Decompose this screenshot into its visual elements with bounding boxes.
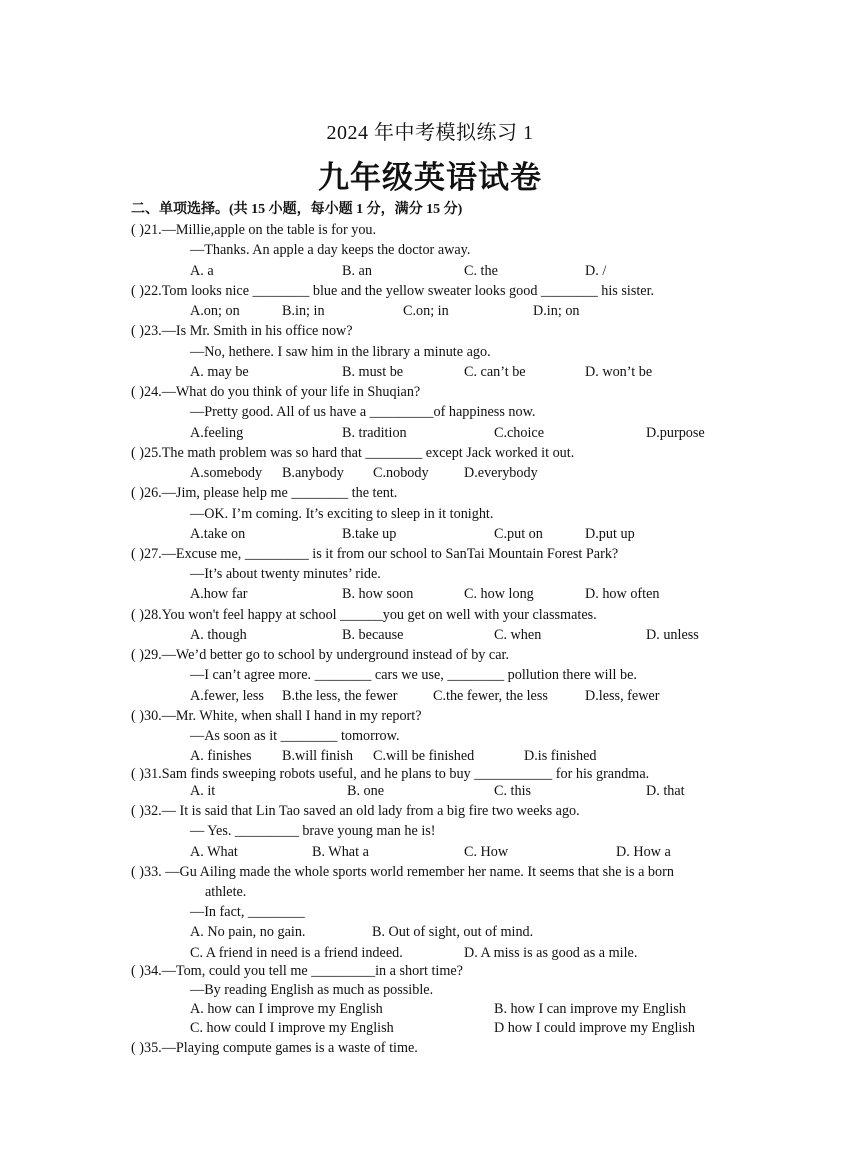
option-b: B. how soon bbox=[342, 586, 414, 602]
question-stem: ( )28.You won't feel happy at school ______you get on well with your classmates. bbox=[131, 607, 597, 623]
question-stem: ( )33. —Gu Ailing made the whole sports world remember her name. It seems that she is a born bbox=[131, 864, 674, 880]
question-stem: ( )27.—Excuse me, _________ is it from our school to SanTai Mountain Forest Park? bbox=[131, 546, 619, 562]
option-a: A. may be bbox=[190, 364, 249, 380]
question-stem: ( )23.—Is Mr. Smith in his office now? bbox=[131, 323, 353, 339]
option-d: D. how often bbox=[585, 586, 660, 602]
option-d: D.is finished bbox=[524, 748, 597, 764]
option-d: D.less, fewer bbox=[585, 688, 660, 704]
option-d: D. How a bbox=[616, 844, 671, 860]
option-b: B.the less, the fewer bbox=[282, 688, 398, 704]
option-b: B. tradition bbox=[342, 425, 407, 441]
question-stem: ( )34.—Tom, could you tell me _________in a short time? bbox=[131, 963, 463, 979]
option-b: B. an bbox=[342, 263, 372, 279]
option-b: B. how I can improve my English bbox=[494, 1001, 686, 1017]
question-line: —Pretty good. All of us have a _________of happiness now. bbox=[190, 404, 536, 420]
option-c: C.on; in bbox=[403, 303, 449, 319]
question-line: — Yes. _________ brave young man he is! bbox=[190, 823, 436, 839]
option-b: B.in; in bbox=[282, 303, 325, 319]
question-stem: ( )21.—Millie,apple on the table is for you. bbox=[131, 222, 377, 238]
option-a: A. a bbox=[190, 263, 214, 279]
question-stem: ( )32.— It is said that Lin Tao saved an old lady from a big fire two weeks ago. bbox=[131, 803, 580, 819]
option-b: B.will finish bbox=[282, 748, 353, 764]
question-stem: ( )22.Tom looks nice ________ blue and the yellow sweater looks good ________ his sister. bbox=[131, 283, 655, 299]
option-c: C. A friend in need is a friend indeed. bbox=[190, 945, 403, 961]
option-a: A.on; on bbox=[190, 303, 240, 319]
option-c: C. how long bbox=[464, 586, 534, 602]
question-line: —It’s about twenty minutes’ ride. bbox=[190, 566, 381, 582]
question-line: —As soon as it ________ tomorrow. bbox=[190, 728, 400, 744]
option-a: A.how far bbox=[190, 586, 248, 602]
option-c: C. How bbox=[464, 844, 509, 860]
option-d: D. that bbox=[646, 783, 685, 799]
option-d: D. unless bbox=[646, 627, 699, 643]
option-a: A. What bbox=[190, 844, 238, 860]
option-a: A. it bbox=[190, 783, 216, 799]
option-c: C.put on bbox=[494, 526, 543, 542]
option-c: C. can’t be bbox=[464, 364, 526, 380]
option-b: B.anybody bbox=[282, 465, 344, 481]
option-a: A.take on bbox=[190, 526, 246, 542]
option-d: D.everybody bbox=[464, 465, 538, 481]
option-d: D.in; on bbox=[533, 303, 580, 319]
option-c: C. the bbox=[464, 263, 498, 279]
option-c: C. how could I improve my English bbox=[190, 1020, 394, 1036]
question-stem: ( )30.—Mr. White, when shall I hand in my report? bbox=[131, 708, 422, 724]
option-a: A. how can I improve my English bbox=[190, 1001, 383, 1017]
option-b: B. What a bbox=[312, 844, 369, 860]
question-line: athlete. bbox=[205, 884, 247, 900]
option-d: D.put up bbox=[585, 526, 635, 542]
option-c: C.choice bbox=[494, 425, 545, 441]
option-a: A. finishes bbox=[190, 748, 252, 764]
option-c: C. when bbox=[494, 627, 542, 643]
option-a: A.somebody bbox=[190, 465, 263, 481]
option-b: B.take up bbox=[342, 526, 397, 542]
option-c: C.the fewer, the less bbox=[433, 688, 548, 704]
question-stem: ( )25.The math problem was so hard that ________ except Jack worked it out. bbox=[131, 445, 575, 461]
exam-subtitle: 九年级英语试卷 bbox=[318, 160, 542, 195]
option-c: C.nobody bbox=[373, 465, 429, 481]
option-b: B. must be bbox=[342, 364, 404, 380]
option-c: C. this bbox=[494, 783, 532, 799]
question-line: —OK. I’m coming. It’s exciting to sleep in it tonight. bbox=[190, 506, 494, 522]
question-stem: ( )29.—We’d better go to school by underground instead of by car. bbox=[131, 647, 510, 663]
question-stem: ( )26.—Jim, please help me ________ the tent. bbox=[131, 485, 398, 501]
section-heading: 二、单项选择。(共 15 小题，每小题 1 分，满分 15 分) bbox=[131, 202, 463, 217]
question-line: —I can’t agree more. ________ cars we use, ________ pollution there will be. bbox=[190, 667, 637, 683]
option-a: A.feeling bbox=[190, 425, 244, 441]
option-c: C.will be finished bbox=[373, 748, 475, 764]
option-d: D. won’t be bbox=[585, 364, 653, 380]
option-d: D. A miss is as good as a mile. bbox=[464, 945, 638, 961]
question-line: —No, hethere. I saw him in the library a minute ago. bbox=[190, 344, 491, 360]
question-line: —By reading English as much as possible. bbox=[190, 982, 434, 998]
question-line: —In fact, ________ bbox=[190, 904, 305, 920]
option-a: A.fewer, less bbox=[190, 688, 264, 704]
option-d: D how I could improve my English bbox=[494, 1020, 695, 1036]
question-line: —Thanks. An apple a day keeps the doctor away. bbox=[190, 242, 471, 258]
option-b: B. one bbox=[347, 783, 385, 799]
question-stem: ( )24.—What do you think of your life in Shuqian? bbox=[131, 384, 421, 400]
option-d: D. / bbox=[585, 263, 607, 279]
option-a: A. though bbox=[190, 627, 247, 643]
exam-title: 2024 年中考模拟练习 1 bbox=[326, 122, 534, 144]
option-a: A. No pain, no gain. bbox=[190, 924, 306, 940]
question-stem: ( )31.Sam finds sweeping robots useful, and he plans to buy ___________ for his grandma. bbox=[131, 766, 650, 782]
option-b: B. Out of sight, out of mind. bbox=[372, 924, 534, 940]
option-b: B. because bbox=[342, 627, 404, 643]
question-stem: ( )35.—Playing compute games is a waste of time. bbox=[131, 1040, 418, 1056]
option-d: D.purpose bbox=[646, 425, 705, 441]
